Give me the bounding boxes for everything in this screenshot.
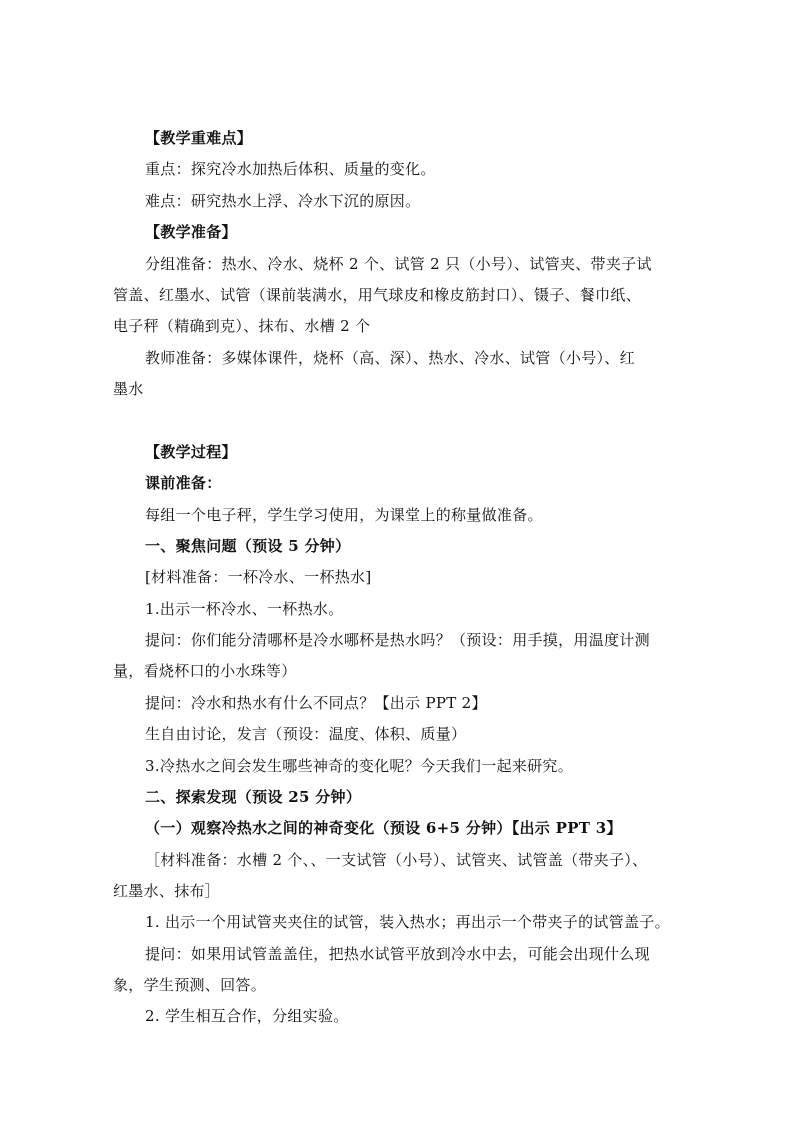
pre-class-text: 每组一个电子秤，学生学习使用，为课堂上的称量做准备。 — [145, 506, 543, 524]
question-1-line-2: 量，看烧杯口的小水珠等） — [113, 662, 297, 680]
group-prep-line-1: 分组准备：热水、冷水、烧杯 2 个、试管 2 只（小号）、试管夹、带夹子试 — [145, 255, 652, 273]
heading-preparation: 【教学准备】 — [145, 223, 237, 241]
heading-process: 【教学过程】 — [145, 443, 237, 461]
discussion-text: 生自由讨论，发言（预设：温度、体积、质量） — [145, 725, 467, 743]
subsection-1-heading: （一）观察冷热水之间的神奇变化（预设 6+5 分钟）【出示 PPT 3】 — [145, 819, 622, 837]
question-3-line-1: 提问：如果用试管盖盖住，把热水试管平放到冷水中去，可能会出现什么现 — [145, 945, 650, 963]
subsection-1-materials-line-1: ［材料准备：水槽 2 个、、一支试管（小号）、试管夹、试管盖（带夹子）、 — [145, 851, 648, 869]
subsection-1-step-1: 1. 出示一个用试管夹夹住的试管，装入热水；再出示一个带夹子的试管盖子。 — [145, 913, 670, 931]
section-1-step-1: 1.出示一杯冷水、一杯热水。 — [145, 600, 344, 618]
section-1-step-3: 3.冷热水之间会发生哪些神奇的变化呢？今天我们一起来研究。 — [145, 757, 574, 775]
subsection-1-step-2: 2. 学生相互合作，分组实验。 — [145, 1007, 349, 1025]
group-prep-line-3: 电子秤（精确到克）、抹布、水槽 2 个 — [113, 317, 371, 335]
section-2-heading: 二、探索发现（预设 25 分钟） — [145, 788, 362, 806]
difficult-point-text: 难点：研究热水上浮、冷水下沉的原因。 — [145, 192, 421, 210]
heading-key-points: 【教学重难点】 — [145, 129, 253, 147]
section-1-materials: [材料准备：一杯冷水、一杯热水] — [145, 568, 372, 586]
subsection-1-materials-line-2: 红墨水、抹布］ — [113, 882, 221, 900]
teacher-prep-line-1: 教师准备：多媒体课件，烧杯（高、深）、热水、冷水、试管（小号）、红 — [145, 349, 635, 367]
question-2: 提问：冷水和热水有什么不同点？【出示 PPT 2】 — [145, 694, 487, 712]
pre-class-heading: 课前准备： — [145, 474, 222, 492]
question-1-line-1: 提问：你们能分清哪杯是冷水哪杯是热水吗？（预设：用手摸，用温度计测 — [145, 631, 650, 649]
key-point-text: 重点：探究冷水加热后体积、质量的变化。 — [145, 160, 436, 178]
question-3-line-2: 象，学生预测、回答。 — [113, 976, 267, 994]
section-1-heading: 一、聚焦问题（预设 5 分钟） — [145, 537, 351, 555]
teacher-prep-line-2: 墨水 — [113, 380, 144, 398]
group-prep-line-2: 管盖、红墨水、试管（课前装满水，用气球皮和橡皮筋封口）、镊子、餐巾纸、 — [113, 286, 642, 304]
